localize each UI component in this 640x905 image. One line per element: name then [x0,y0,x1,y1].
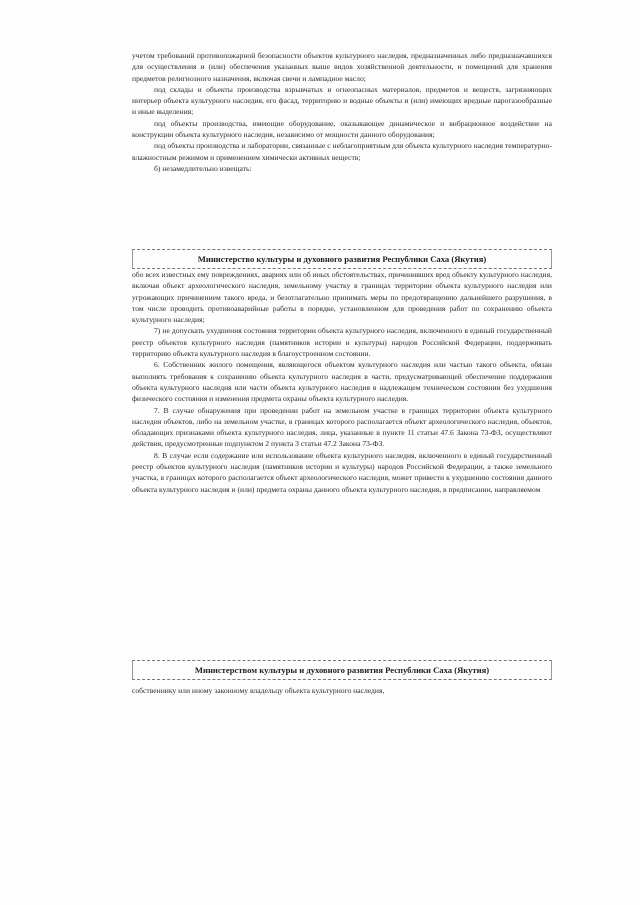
text-block-lower [132,685,552,696]
paragraph: под объекты производства, имеющие оборудование, оказывающее динамическое и вибрационное воздействие на конструкции объекта культурного наследия, независимо от мощности данного оборудования; [132,118,552,140]
ministry-header-box: Министерство культуры и духовного развития Республики Саха (Якутия) [132,249,552,269]
paragraph: 6. Собственник жилого помещения, являющегося объектом культурного наследия или частью такого объекта, обязан выполнять требования к сохранению объекта культурного наследия в части, предусматривающей обеспечение поддержания объекта культурного наследия или части объекта культурного наследия в надлежащем техническом состоянии без ухудшения физического состояния и изменения предмета охраны объекта культурного наследия. [132,360,552,404]
paragraph: под объекты производства и лаборатории, связанные с неблагоприятным для объекта культурного наследия температурно-влажностным режимом и применением химически активных веществ; [132,141,552,162]
paragraph: под склады и объекты производства взрывчатых и огнеопасных материалов, предметов и веществ, загрязняющих интерьер объекта культурного наследия, его фасад, территорию и водные объекты и (или) имеющих вредные парогазообразные и иные выделения; [132,84,552,117]
paragraph: обо всех известных ему повреждениях, авариях или об иных обстоятельствах, причинивших вред объекту культурного наследия, включая объект археологического наследия, земельному участку в границах территории объекта культурного наследия или угрожающих причинением такого вреда, и безотлагательно принимать меры по предотвращению дальнейшего разрушения, в том числе проводить противоаварийные работы в порядке, установленном для проведения работ по сохранению объекта культурного наследия; [132,270,552,325]
paragraph: собственнику или иному законному владельцу объекта культурного наследия, [132,686,385,695]
paragraph: б) незамедлительно извещать: [154,163,252,173]
text-block-middle [132,269,552,495]
paragraph: 8. В случае если содержание или использование объекта культурного наследия, включенного в единый государственный реестр объектов культурного наследия (памятников истории и культуры) народов Российской Федерации, а также земельного участка, в границах которого располагается объект археологического наследия, может привести к ухудшению состояния данного объекта культурного наследия и (или) предмета охраны данного объекта культурного наследия, в предписании, направляемом [132,450,552,494]
ministry-header-box: Министерством культуры и духовного развития Республики Саха (Якутия) [132,660,552,680]
paragraph: 7. В случае обнаружения при проведении работ на земельном участке в границах территории объекта культурного наследия объектов, либо на земельном участке, в границах которого располагается объект археологического наследия, объектов, обладающих признаками объекта культурного наследия, лица, указанные в пункте 11 статьи 47.6 Закона 73-ФЗ, осуществляют действия, предусмотренные подпунктом 2 пункта 3 статьи 47.2 Закона 73-ФЗ. [132,405,552,449]
paragraph: 7) не допускать ухудшения состояния территории объекта культурного наследия, включенного в единый государственный реестр объектов культурного наследия (памятников истории и культуры) народов Российской Федерации, поддерживать территорию объекта культурного наследия в благоустроенном состоянии. [132,326,552,359]
text-block-upper [132,50,552,174]
paragraph: учетом требований противопожарной безопасности объектов культурного наследия, предназначенных либо предназначавшихся для осуществления и (или) обеспечения указанных выше видов хозяйственной деятельности, и помещений для хранения предметов религиозного назначения, включая свечи и лампадное масло; [132,51,552,83]
